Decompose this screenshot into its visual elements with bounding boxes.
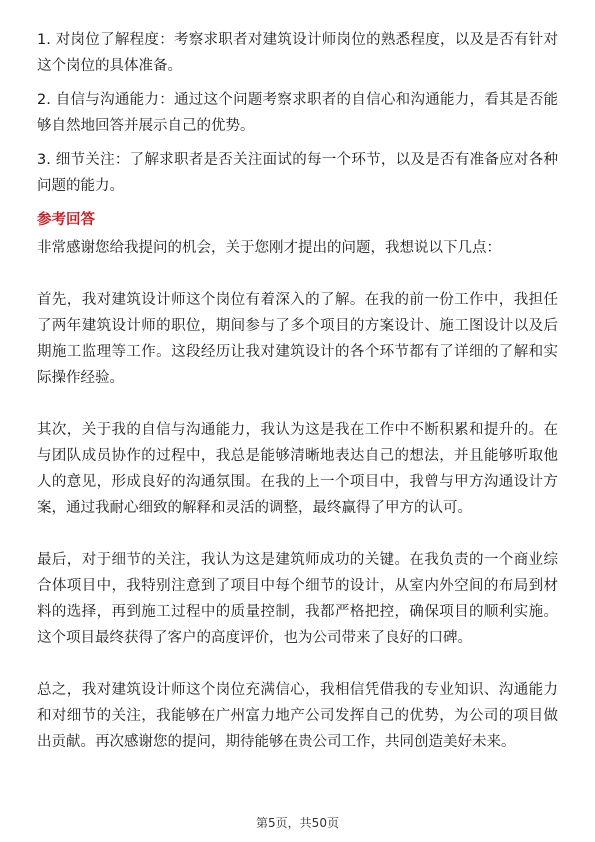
answer-paragraph-3: 最后，对于细节的关注，我认为这是建筑师成功的关键。在我负责的一个商业综合体项目中，我特别注意到了项目中每个细节的设计，从室内外空间的布局到材料的选择，再到施工过程中的质量控制，我都严格把控，确保项目的顺利实施。这个项目最终获得了客户的高度评价，也为公司带来了良好的口碑。 [37, 552, 558, 646]
criterion-item-1: 1. 对岗位了解程度：考察求职者对建筑设计师岗位的熟悉程度，以及是否有针对这个岗位的具体准备。 [37, 32, 558, 74]
document-page [37, 27, 558, 781]
answer-heading: 参考回答 [37, 212, 95, 228]
answer-intro: 非常感谢您给我提问的机会，关于您刚才提出的问题，我想说以下几点： [37, 240, 501, 256]
answer-conclusion: 总之，我对建筑设计师这个岗位充满信心，我相信凭借我的专业知识、沟通能力和对细节的关注，我能够在广州富力地产公司发挥自己的优势，为公司的项目做出贡献。再次感谢您的提问，期待能够在贵公司工作，共同创造美好未来。 [37, 682, 558, 750]
criterion-item-3: 3. 细节关注：了解求职者是否关注面试的每一个环节，以及是否有准备应对各种问题的能力。 [37, 152, 558, 194]
criterion-item-2: 2. 自信与沟通能力：通过这个问题考察求职者的自信心和沟通能力，看其是否能够自然地回答并展示自己的优势。 [37, 92, 558, 134]
answer-paragraph-1: 首先，我对建筑设计师这个岗位有着深入的了解。在我的前一份工作中，我担任了两年建筑设计师的职位，期间参与了多个项目的方案设计、施工图设计以及后期施工监理等工作。这段经历让我对建筑设计的各个环节都有了详细的了解和实际操作经验。 [37, 292, 558, 386]
page-number-footer: 第5页，共50页 [256, 816, 339, 830]
answer-paragraph-2: 其次，关于我的自信与沟通能力，我认为这是我在工作中不断积累和提升的。在与团队成员协作的过程中，我总是能够清晰地表达自己的想法，并且能够听取他人的意见，形成良好的沟通氛围。在我的上一个项目中，我曾与甲方沟通设计方案，通过我耐心细致的解释和灵活的调整，最终赢得了甲方的认可。 [37, 422, 558, 516]
